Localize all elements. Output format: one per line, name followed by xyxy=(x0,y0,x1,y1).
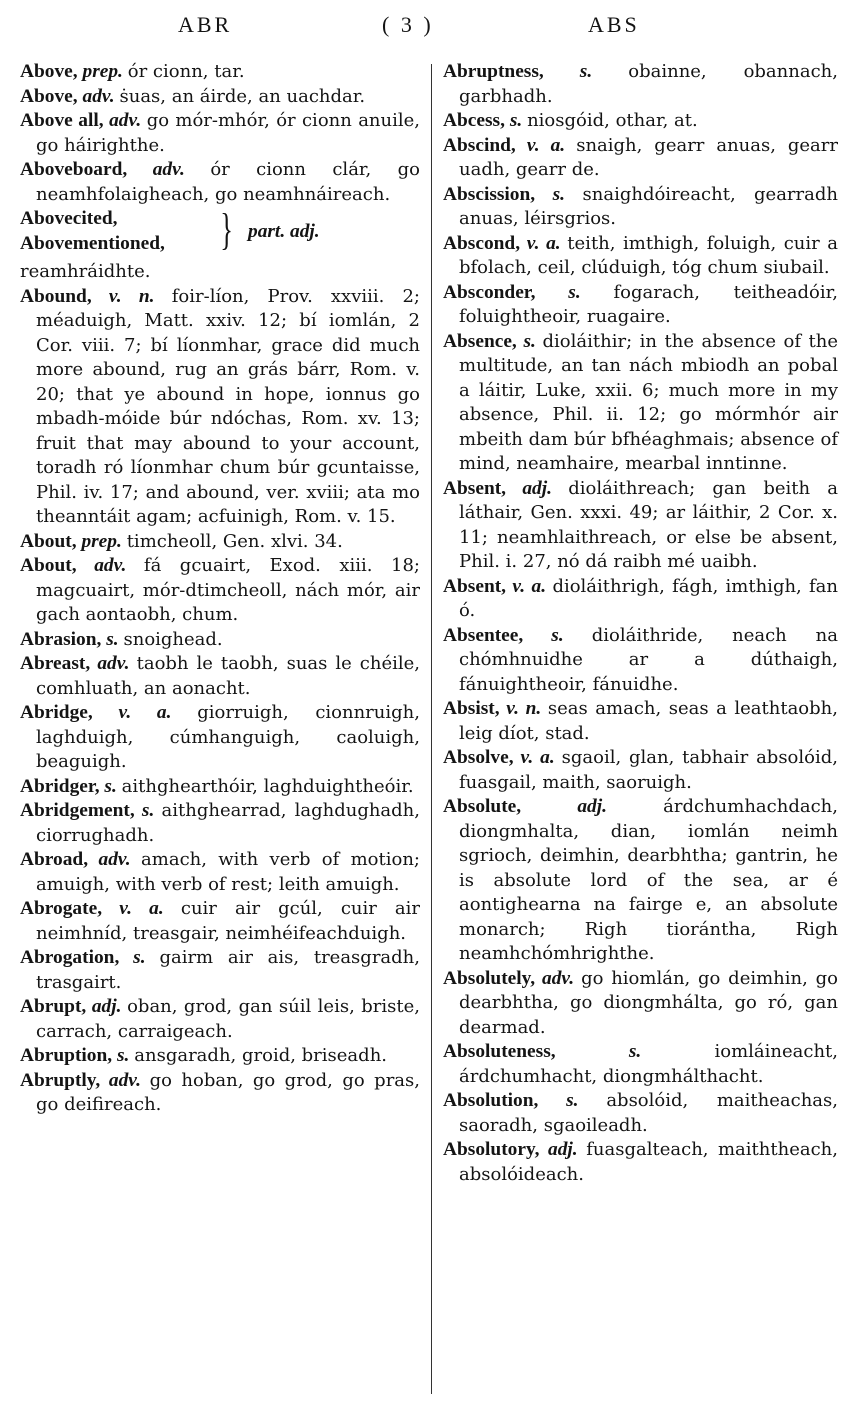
entry-pos: v. a. xyxy=(526,232,561,254)
entry-definition: cuir air gcúl, cuir air neimhníd, treasgair, neimhéifeachduigh. xyxy=(36,898,420,944)
entry-pos: adv. xyxy=(97,653,130,674)
entry-pos: adv. xyxy=(98,849,131,870)
entry-headword: Abridgement, xyxy=(20,800,135,821)
entry-definition: snaighdóireacht, gearradh anuas, léirsgrios. xyxy=(459,183,838,229)
entry-headword: Absconder, xyxy=(443,281,536,303)
entry-definition: go hiomlán, go deimhin, go dearbhtha, go diongmhálta, go ró, gan dearmad. xyxy=(459,967,838,1038)
entry-headword: Abridge, xyxy=(20,702,93,723)
entry-pos: adj. xyxy=(91,996,122,1017)
entry-definition: giorruigh, cionnruigh, laghduigh, cúmhanguigh, caoluigh, beaguigh. xyxy=(36,702,420,772)
entry-definition: dioláithride, neach na chómhnuidhe ar a dúthaigh, fánuightheoir, fánuidhe. xyxy=(459,624,838,695)
entry-definition: snoighead. xyxy=(123,628,223,650)
entry-pos: prep. xyxy=(82,61,123,82)
entry-definition: niosgóid, othar, at. xyxy=(527,110,698,131)
dictionary-entry-abovecited xyxy=(20,207,420,260)
entry-headword: Abscission, xyxy=(443,183,536,205)
entry-pos: adv. xyxy=(152,159,185,180)
entry-definition: dioláithir; in the absence of the multitude, an tan nách mbiodh an pobal a láitir, Luke, xxii. 6; much more in my absence, Phil. ii. 12; go mórmhór air mbeith dam búr bfhéaghmais; absence of mind, neamhaire, mearbal inntinne. xyxy=(459,330,838,474)
entry-headword: Absolution, xyxy=(443,1090,539,1111)
dictionary-entry xyxy=(20,285,420,530)
entry-headword: Abrasion, xyxy=(20,628,102,650)
entry-pos: s. xyxy=(579,61,593,82)
dictionary-entry xyxy=(443,109,838,134)
dictionary-entry xyxy=(20,109,420,158)
entry-pos: v. a. xyxy=(520,747,555,768)
entry-definition: reamhráidhte. xyxy=(20,261,151,282)
entry-headword: About, xyxy=(20,555,77,576)
entry-pos: s. xyxy=(523,330,536,352)
entry-headword: Absent, xyxy=(443,477,507,499)
entry-headword: Abruptly, xyxy=(20,1069,101,1091)
dictionary-entry xyxy=(443,1040,838,1089)
entry-headword: Absent, xyxy=(443,575,507,597)
entry-definition: dioláithrigh, fágh, imthigh, fan ó. xyxy=(459,575,839,621)
right-column xyxy=(443,60,838,1187)
entry-pos: s. xyxy=(104,775,117,797)
entry-pos: adv. xyxy=(542,967,575,989)
entry-definition: dioláithreach; gan beith a láthair, Gen. xxxi. 49; ar láithir, 2 Cor. x. 11; neamhlaithreach, or else be absent, Phil. i. 27, nó dá raibh mé uaibh. xyxy=(459,477,838,572)
entry-pos: adj. xyxy=(522,477,552,499)
dictionary-entry xyxy=(443,232,838,281)
dictionary-entry xyxy=(20,1069,420,1118)
header-left-guide: ABR xyxy=(178,12,233,37)
dictionary-entry xyxy=(20,530,420,555)
dictionary-entry xyxy=(20,946,420,995)
entry-pos: s. xyxy=(509,110,523,131)
entry-definition: foir-líon, Prov. xxviii. 2; méaduigh, Matt. xxiv. 12; bí iomlán, 2 Cor. viii. 7; bí líonmhar, grace did much more abound, rug an grás bárr, Rom. v. 20; that ye abound in hope, ionnus go mbadh-móide búr ndóchas, Rom. xv. 13; fruit that may abound to your account, toradh ró líonmhar chum búr gcuntaisse, Phil. iv. 17; and abound, ver. xviii; ata mo theanntáit agam; acfuinigh, Rom. v. 15. xyxy=(36,285,420,527)
entry-pos: s. xyxy=(141,800,155,821)
entry-headword: Absence, xyxy=(443,330,517,352)
entry-pos: prep. xyxy=(81,530,122,552)
entry-definition: go hoban, go grod, go pras, go deifireach. xyxy=(36,1069,420,1115)
dictionary-entry xyxy=(443,1138,838,1187)
dictionary-entry xyxy=(443,183,838,232)
entry-headword: Abscond, xyxy=(443,232,521,254)
entry-pos: adv. xyxy=(108,1069,141,1091)
entry-definition: aithghearthóir, laghduightheóir. xyxy=(121,775,414,797)
entry-headword: About, xyxy=(20,530,77,552)
dictionary-entry xyxy=(20,652,420,701)
entry-headword: Abridger, xyxy=(20,775,100,797)
dictionary-entry xyxy=(20,554,420,628)
entry-pos: v. a. xyxy=(118,702,172,723)
entry-headword: Above, xyxy=(20,61,78,82)
entry-headword: Abroad, xyxy=(20,849,89,870)
dictionary-entry xyxy=(443,477,838,575)
entry-definition: sgaoil, glan, tabhair absolóid, fuasgail, maith, saoruigh. xyxy=(459,747,838,793)
entry-definition: iomláineacht, árdchumhacht, diongmhálthacht. xyxy=(459,1041,838,1087)
entry-pos: adv. xyxy=(109,110,142,131)
entry-definition: obainne, obannach, garbhadh. xyxy=(459,61,838,107)
entry-definition: gairm air ais, treasgradh, trasgairt. xyxy=(36,947,420,993)
entry-headword: Above, xyxy=(20,85,78,107)
entry-headword: Abrogation, xyxy=(20,947,120,968)
dictionary-entry xyxy=(20,60,420,85)
entry-pos: s. xyxy=(117,1045,130,1066)
page-number: ( 3 ) xyxy=(382,12,434,37)
entry-pos: v. n. xyxy=(506,698,542,719)
entry-headword: Absentee, xyxy=(443,624,524,646)
entry-headword: Absolutely, xyxy=(443,967,536,989)
dictionary-entry xyxy=(20,897,420,946)
entry-pos: s. xyxy=(628,1041,642,1062)
page-header xyxy=(0,6,852,40)
column-divider xyxy=(431,64,432,1394)
entry-definition: oban, grod, gan súil leis, briste, carrach, carraigeach. xyxy=(36,996,420,1042)
entry-headword: Aboveboard, xyxy=(20,159,128,180)
dictionary-entry xyxy=(443,330,838,477)
dictionary-entry xyxy=(443,281,838,330)
entry-definition: fogarach, teitheadóir, foluightheoir, ruagaire. xyxy=(459,281,838,327)
entry-headword: Absoluteness, xyxy=(443,1041,556,1062)
entry-pos: s. xyxy=(566,1090,579,1111)
entry-headword: Abscind, xyxy=(443,134,516,156)
entry-definition: aithghearrad, laghdughadh, ciorrughadh. xyxy=(36,800,420,846)
entry-headword: Abreast, xyxy=(20,653,91,674)
entry-headword: Abovecited, xyxy=(20,208,118,229)
entry-pos: v. a. xyxy=(526,134,566,156)
entry-pos: adv. xyxy=(82,85,115,107)
dictionary-entry xyxy=(20,995,420,1044)
entry-headword: Abcess, xyxy=(443,110,505,131)
entry-definition: taobh le taobh, suas le chéile, comhluath, an aonacht. xyxy=(36,653,420,699)
dictionary-entry xyxy=(20,799,420,848)
entry-definition: absolóid, maitheachas, saoradh, sgaoileadh. xyxy=(459,1090,838,1136)
entry-pos: v. a. xyxy=(512,575,547,597)
entry-definition: árdchumhachdach, diongmhalta, dian, iomlán neimh sgrioch, deimhin, dearbhtha; gantrin, he is absolute lord of the sea, ar é aontighearna na fairge e, an absolute monarch; Righ tiorántha, Righ neamhchómhrighthe. xyxy=(459,796,838,964)
entry-definition: seas amach, seas a leathtaobh, leig díot, stad. xyxy=(459,698,838,744)
entry-headword: Abrogate, xyxy=(20,898,103,919)
entry-definition: snaigh, gearr anuas, gearr uadh, gearr de. xyxy=(459,134,838,180)
entry-pos: v. n. xyxy=(108,285,155,307)
entry-headword: Abovementioned, xyxy=(20,233,165,254)
dictionary-entry xyxy=(443,60,838,109)
entry-definition: amach, with verb of motion; amuigh, with verb of rest; leith amuigh. xyxy=(36,849,420,895)
entry-definition: ór cionn clár, go neamhfolaigheach, go neamhnáireach. xyxy=(36,159,420,205)
entry-pos: adj. xyxy=(548,1139,578,1160)
dictionary-entry xyxy=(443,697,838,746)
dictionary-entry xyxy=(443,1089,838,1138)
dictionary-entry xyxy=(20,158,420,207)
entry-definition: timcheoll, Gen. xlvi. 34. xyxy=(126,530,343,552)
entry-pos: s. xyxy=(133,947,146,968)
entry-definition: fuasgalteach, maiththeach, absolóideach. xyxy=(459,1139,838,1185)
entry-definition: fá gcuairt, Exod. xiii. 18; magcuairt, mór-dtimcheoll, nách mór, air gach aontaobh, chum. xyxy=(36,555,420,625)
entry-definition: go mór-mhór, ór cionn anuile, go háirighthe. xyxy=(36,110,420,156)
brace-symbol: } xyxy=(220,205,233,254)
dictionary-entry xyxy=(443,575,838,624)
entry-headword: Above all, xyxy=(20,110,104,131)
entry-headword: Abruption, xyxy=(20,1045,113,1066)
entry-pos: s. xyxy=(568,281,581,303)
dictionary-entry xyxy=(20,85,420,110)
header-right-guide: ABS xyxy=(588,12,640,37)
entry-pos: part. adj. xyxy=(248,221,320,242)
dictionary-entry xyxy=(20,848,420,897)
entry-pos: s. xyxy=(106,628,119,650)
entry-definition: ór cionn, tar. xyxy=(127,61,245,82)
dictionary-entry xyxy=(20,775,420,800)
dictionary-entry xyxy=(443,746,838,795)
dictionary-entry xyxy=(443,967,838,1041)
entry-definition: teith, imthigh, foluigh, cuir a bfolach, ceil, clúduigh, tóg chum siubail. xyxy=(459,232,839,278)
entry-pos: v. a. xyxy=(119,898,164,919)
entry-headword: Absolve, xyxy=(443,747,514,768)
entry-definition: ansgaradh, groid, briseadh. xyxy=(134,1045,388,1066)
left-column xyxy=(20,60,420,1118)
dictionary-entry xyxy=(20,701,420,775)
entry-pos: s. xyxy=(552,183,566,205)
dictionary-entry xyxy=(443,795,838,967)
entry-headword: Absolutory, xyxy=(443,1139,540,1160)
entry-headword: Absist, xyxy=(443,698,500,719)
dictionary-entry xyxy=(443,134,838,183)
entry-pos: adv. xyxy=(94,555,127,576)
dictionary-entry xyxy=(443,624,838,698)
dictionary-entry xyxy=(20,1044,420,1069)
entry-headword: Abruptness, xyxy=(443,61,544,82)
entry-pos: adj. xyxy=(577,796,607,817)
dictionary-entry xyxy=(20,628,420,653)
entry-headword: Abrupt, xyxy=(20,996,87,1017)
entry-definition: ṡuas, an áirde, an uachdar. xyxy=(119,85,366,107)
entry-pos: s. xyxy=(551,624,564,646)
entry-headword: Absolute, xyxy=(443,796,522,817)
entry-headword: Abound, xyxy=(20,285,92,307)
